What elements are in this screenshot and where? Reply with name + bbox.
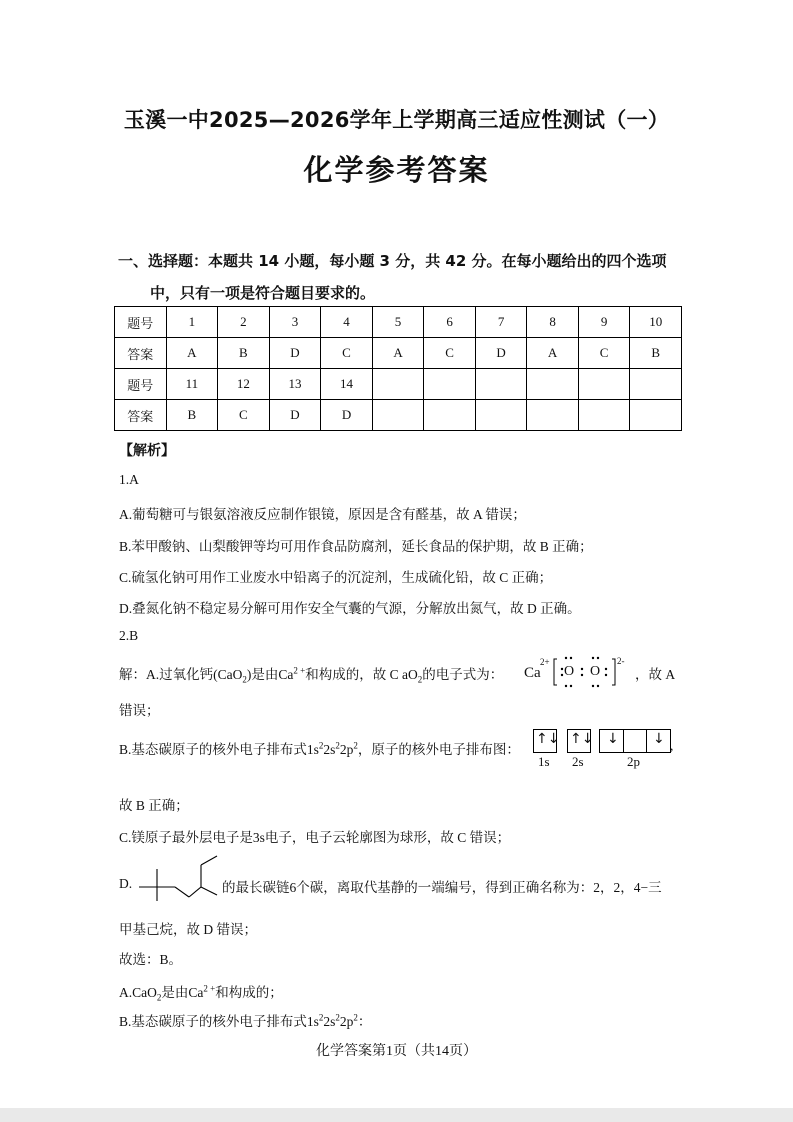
table-cell: D (475, 338, 527, 369)
table-cell: C (424, 338, 476, 369)
q1-answer: 1.A (119, 472, 139, 487)
table-row (115, 369, 682, 400)
analysis-heading: 【解析】 (119, 443, 175, 459)
q2-choice: 故选：B。 (119, 952, 183, 967)
table-cell (527, 369, 579, 400)
table-cell: A (166, 338, 218, 369)
orbital-box-2p: ↓ ↓ (599, 729, 671, 753)
orbital-label-2p: 2p (627, 754, 640, 769)
q2-option-b-cont: 故 B 正确； (119, 798, 189, 813)
table-cell (527, 400, 579, 431)
table-cell (578, 400, 630, 431)
table-cell: C (321, 338, 373, 369)
table-cell: 2 (218, 307, 270, 338)
section-heading-cont: 中，只有一项是符合题目要求的。 (150, 284, 376, 302)
table-cell: C (578, 338, 630, 369)
table-cell: 7 (475, 307, 527, 338)
table-cell (578, 369, 630, 400)
orbital-label-1s: 1s (538, 754, 550, 769)
table-cell (424, 400, 476, 431)
answer-table (114, 306, 682, 431)
table-cell: B (218, 338, 270, 369)
table-cell: 13 (269, 369, 321, 400)
q1-option-c: C.硫氢化钠可用作工业废水中铅离子的沉淀剂，生成硫化铅，故 C 正确； (119, 570, 553, 585)
comma: , (670, 738, 674, 753)
table-cell (424, 369, 476, 400)
orbital-diagram (533, 729, 673, 773)
table-cell: 答案 (115, 400, 167, 431)
q2-option-b: B.基态碳原子的核外电子排布式$1s^22s^22p^2$，原子的核外电子排布图： (119, 740, 520, 757)
table-cell: 4 (321, 307, 373, 338)
table-cell: B (630, 338, 682, 369)
table-cell: 9 (578, 307, 630, 338)
table-cell: A (527, 338, 579, 369)
table-cell: 答案 (115, 338, 167, 369)
q2-option-a-tail: ，故 A (635, 667, 676, 682)
q1-option-d: D.叠氮化钠不稳定易分解可用作安全气囊的气源，分解放出氮气，故 D 正确。 (119, 601, 581, 616)
bracket-dots-icon (522, 654, 630, 690)
table-cell (630, 400, 682, 431)
table-cell: 题号 (115, 307, 167, 338)
table-cell (372, 400, 424, 431)
table-cell: A (372, 338, 424, 369)
q2-option-d-cont: 甲基己烷，故 D 错误； (119, 922, 257, 937)
table-cell: 5 (372, 307, 424, 338)
peroxide-electron-formula: Ca 2+ O O 2- (522, 654, 630, 690)
q2-option-d: 的最长碳链6个碳，离取代基静的一端编号，得到正确名称为：2，2，4−三 (222, 880, 662, 895)
table-cell: B (166, 400, 218, 431)
orbital-label-2s: 2s (572, 754, 584, 769)
q2-summary-a: A.CaO$_2$是由$Ca^{2 +}$和构成的； (119, 983, 283, 1003)
answer-title: 化学参考答案 (303, 153, 490, 187)
q1-option-a: A.葡萄糖可与银氨溶液反应制作银镜，原因是含有醛基，故 A 错误； (119, 507, 526, 522)
q2-option-c: C.镁原子最外层电子是3s电子，电子云轮廓图为球形，故 C 错误； (119, 830, 511, 845)
table-cell (475, 369, 527, 400)
table-cell: 3 (269, 307, 321, 338)
table-cell (475, 400, 527, 431)
q2-option-d-label: D. (119, 876, 133, 891)
skeletal-formula-icon (137, 853, 221, 903)
table-cell: D (269, 338, 321, 369)
table-cell: 1 (166, 307, 218, 338)
page-footer: 化学答案第1页（共14页） (316, 1044, 477, 1059)
table-cell: 6 (424, 307, 476, 338)
exam-title: 玉溪一中2025—2026学年上学期高三适应性测试（一） (123, 108, 670, 132)
table-cell: D (321, 400, 373, 431)
q2-answer: 2.B (119, 628, 139, 643)
table-cell: 10 (630, 307, 682, 338)
table-cell (630, 369, 682, 400)
q2-summary-b: B.基态碳原子的核外电子排布式$1s^22s^22p^2$： (119, 1012, 372, 1029)
table-cell (372, 369, 424, 400)
q2-option-a: 解：A.过氧化钙(CaO$_2$)是由$Ca^{2 +}$和构成的，故 C $aO_2$的电子式为： (119, 665, 504, 685)
table-cell: 14 (321, 369, 373, 400)
table-cell: 12 (218, 369, 270, 400)
orbital-box-2s: ↑↓ (567, 729, 591, 753)
table-cell: 题号 (115, 369, 167, 400)
table-cell: 11 (166, 369, 218, 400)
orbital-box-1s: ↑↓ (533, 729, 557, 753)
table-cell: C (218, 400, 270, 431)
q2-option-a-cont: 错误； (119, 703, 160, 718)
table-row (115, 338, 682, 369)
table-cell: 8 (527, 307, 579, 338)
table-row (115, 400, 682, 431)
table-row (115, 307, 682, 338)
section-heading: 一、选择题：本题共 14 小题，每小题 3 分，共 42 分。在每小题给出的四个选项 (118, 252, 667, 270)
q1-option-b: B.苯甲酸钠、山梨酸钾等均可用作食品防腐剂，延长食品的保护期，故 B 正确； (119, 539, 593, 554)
table-cell: D (269, 400, 321, 431)
